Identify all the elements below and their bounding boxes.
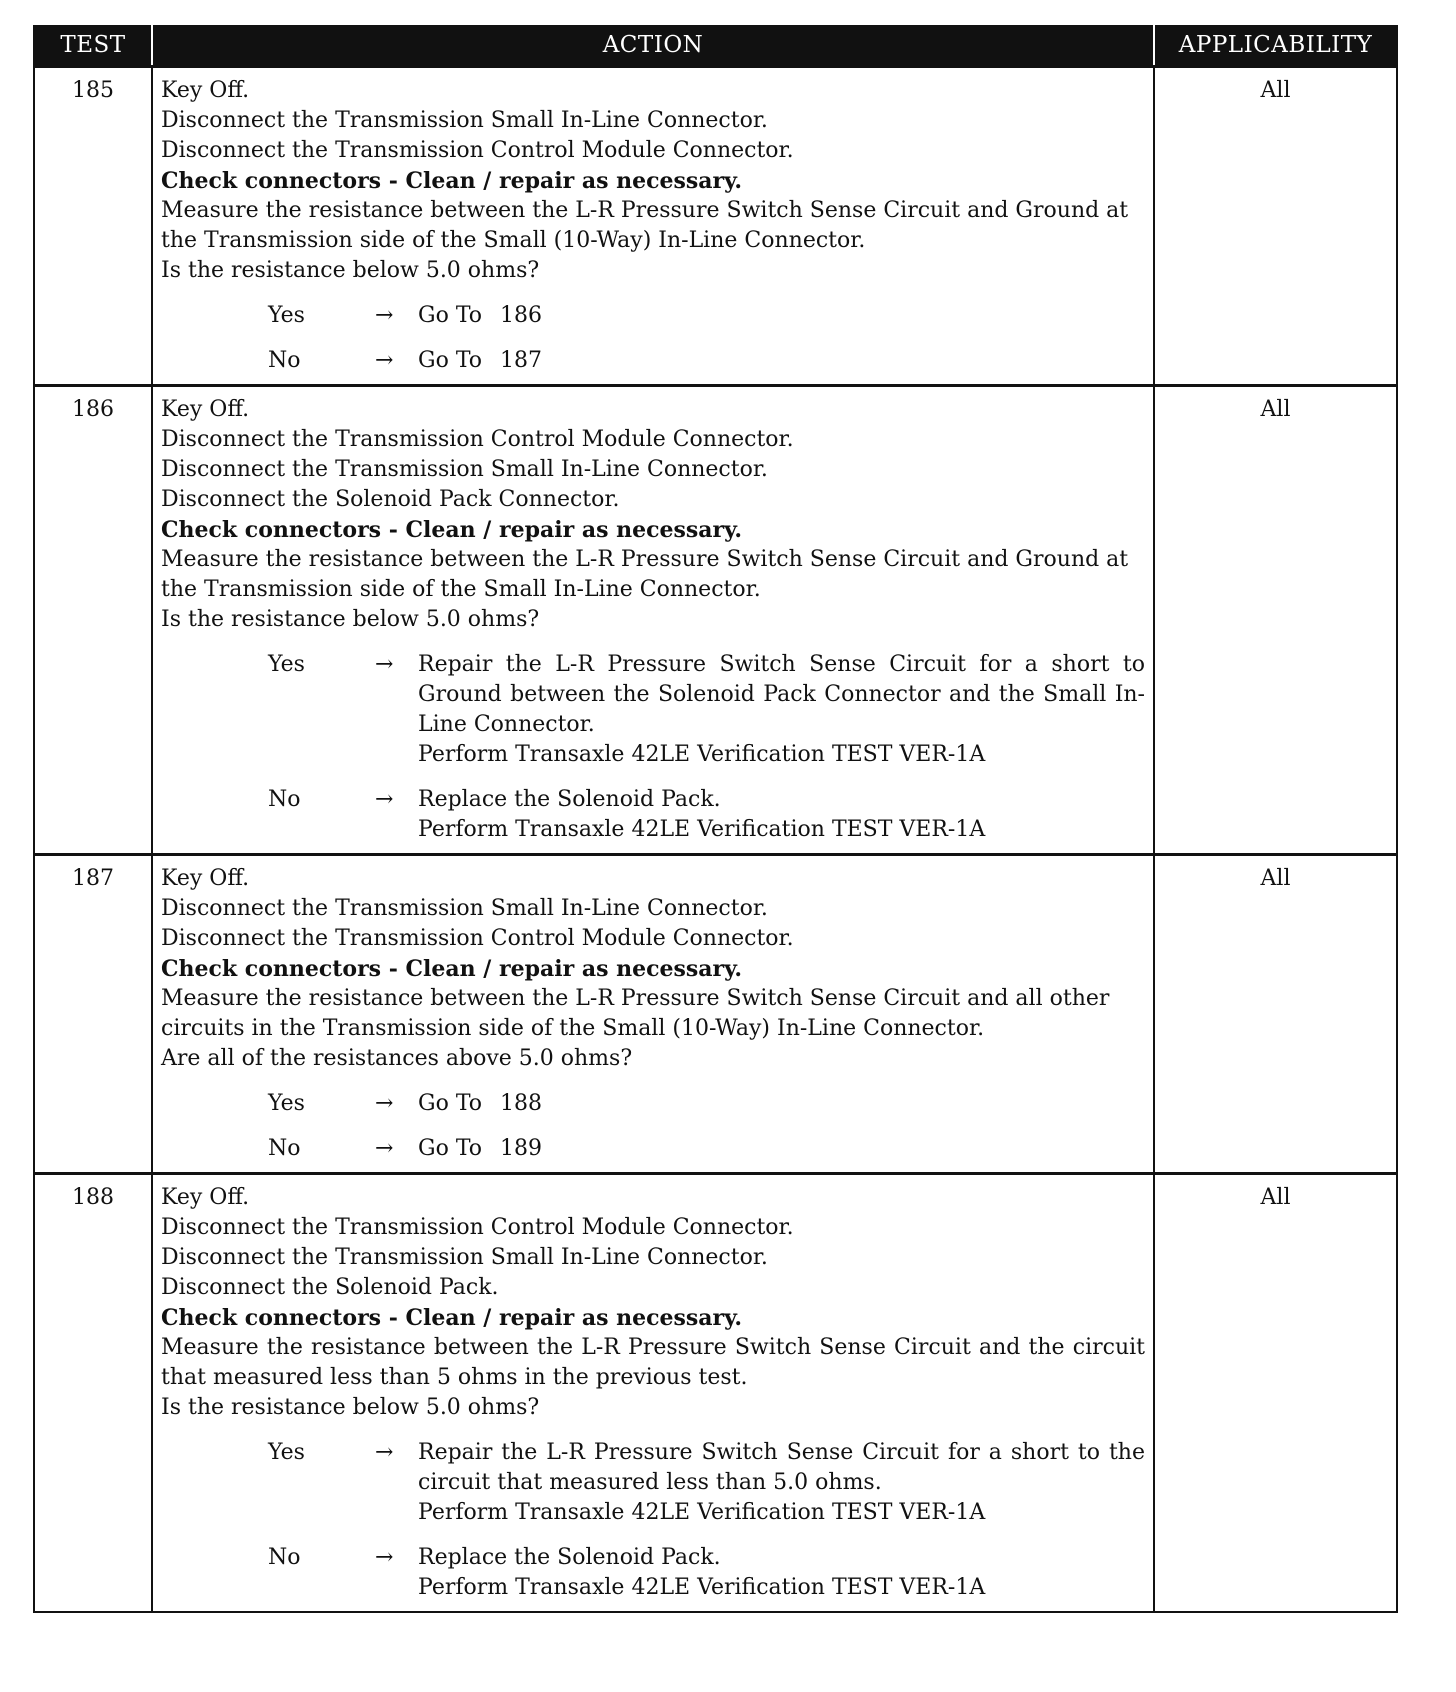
action-step: Disconnect the Transmission Small In-Line Connector. — [161, 457, 768, 482]
outcome-text: Replace the Solenoid Pack. — [418, 787, 721, 812]
yes-label: Yes — [268, 1091, 305, 1116]
action-cell — [152, 67, 1154, 386]
action-question: Is the resistance below 5.0 ohms? — [161, 607, 540, 632]
action-question: Is the resistance below 5.0 ohms? — [161, 258, 540, 283]
outcome-text: Perform Transaxle 42LE Verification TEST VER-1A — [418, 1575, 986, 1600]
action-step: Disconnect the Transmission Small In-Line Connector. — [161, 108, 768, 133]
right-arrow-icon: → — [375, 1440, 394, 1465]
test-number: 185 — [34, 67, 152, 386]
action-step: Disconnect the Solenoid Pack Connector. — [161, 487, 620, 512]
action-step: Disconnect the Transmission Control Module Connector. — [161, 926, 794, 951]
action-step: Disconnect the Transmission Control Module Connector. — [161, 1215, 794, 1240]
no-outcome — [161, 1543, 1145, 1603]
action-step: Disconnect the Transmission Small In-Line Connector. — [161, 1245, 768, 1270]
yes-label: Yes — [268, 303, 305, 328]
test-number: 187 — [34, 855, 152, 1174]
outcome-text: Perform Transaxle 42LE Verification TEST VER-1A — [418, 1500, 986, 1525]
header-action: ACTION — [152, 25, 1154, 67]
applicability-value: All — [1154, 1174, 1397, 1613]
right-arrow-icon: → — [375, 348, 394, 373]
yes-outcome — [161, 301, 1145, 331]
action-step: Measure the resistance between the L-R Pressure Switch Sense Circuit and Ground at the Transmission side of the Small In-Line Connector. — [161, 547, 1129, 602]
no-label: No — [268, 348, 301, 373]
goto-number: 186 — [500, 303, 543, 328]
action-step: Disconnect the Transmission Control Module Connector. — [161, 138, 794, 163]
action-step-emphasis: Check connectors - Clean / repair as necessary. — [161, 956, 743, 982]
action-step: Measure the resistance between the L-R Pressure Switch Sense Circuit and Ground at the Transmission side of the Small (10-Way) In-Line Connector. — [161, 198, 1129, 253]
action-question: Are all of the resistances above 5.0 ohms? — [161, 1046, 633, 1071]
no-outcome — [161, 785, 1145, 845]
table-row — [34, 855, 1397, 1174]
action-step-emphasis: Check connectors - Clean / repair as necessary. — [161, 517, 743, 543]
outcome-text: Replace the Solenoid Pack. — [418, 1545, 721, 1570]
action-cell — [152, 1174, 1154, 1613]
action-cell — [152, 386, 1154, 855]
right-arrow-icon: → — [375, 1545, 394, 1570]
goto-number: 188 — [500, 1091, 543, 1116]
header-test: TEST — [34, 25, 152, 67]
table-row — [34, 386, 1397, 855]
goto-number: 189 — [500, 1136, 543, 1161]
action-step: Disconnect the Transmission Control Module Connector. — [161, 427, 794, 452]
action-step: Disconnect the Transmission Small In-Line Connector. — [161, 896, 768, 921]
diagnostic-test-table — [33, 25, 1398, 1613]
action-cell — [152, 855, 1154, 1174]
action-step: Measure the resistance between the L-R Pressure Switch Sense Circuit and the circuit that measured less than 5 ohms in the previous test. — [161, 1335, 1145, 1390]
yes-outcome — [161, 1438, 1145, 1528]
action-step: Key Off. — [161, 1185, 250, 1210]
applicability-value: All — [1154, 855, 1397, 1174]
applicability-value: All — [1154, 67, 1397, 386]
action-step: Key Off. — [161, 78, 250, 103]
action-step: Key Off. — [161, 397, 250, 422]
goto-label: Go To — [418, 1136, 483, 1161]
yes-label: Yes — [268, 1440, 305, 1465]
yes-outcome — [161, 1089, 1145, 1119]
goto-label: Go To — [418, 1091, 483, 1116]
action-step: Key Off. — [161, 866, 250, 891]
outcome-text: Perform Transaxle 42LE Verification TEST VER-1A — [418, 817, 986, 842]
no-label: No — [268, 787, 301, 812]
table-row — [34, 67, 1397, 386]
no-label: No — [268, 1136, 301, 1161]
outcome-text: Perform Transaxle 42LE Verification TEST VER-1A — [418, 742, 986, 767]
table-row — [34, 1174, 1397, 1613]
right-arrow-icon: → — [375, 1091, 394, 1116]
yes-label: Yes — [268, 652, 305, 677]
goto-number: 187 — [500, 348, 543, 373]
outcome-text: Repair the L-R Pressure Switch Sense Circuit for a short to Ground between the Solenoid Pack Connector and the Small In-Line Connector. — [418, 652, 1145, 737]
goto-label: Go To — [418, 303, 483, 328]
action-question: Is the resistance below 5.0 ohms? — [161, 1395, 540, 1420]
right-arrow-icon: → — [375, 787, 394, 812]
action-step: Disconnect the Solenoid Pack. — [161, 1275, 499, 1300]
goto-label: Go To — [418, 348, 483, 373]
action-step-emphasis: Check connectors - Clean / repair as necessary. — [161, 1305, 743, 1331]
header-applicability: APPLICABILITY — [1154, 25, 1397, 67]
no-outcome — [161, 1134, 1145, 1164]
test-number: 188 — [34, 1174, 152, 1613]
right-arrow-icon: → — [375, 652, 394, 677]
no-label: No — [268, 1545, 301, 1570]
right-arrow-icon: → — [375, 1136, 394, 1161]
yes-outcome — [161, 650, 1145, 770]
applicability-value: All — [1154, 386, 1397, 855]
outcome-text: Repair the L-R Pressure Switch Sense Circuit for a short to the circuit that measured less than 5.0 ohms. — [418, 1440, 1145, 1495]
test-number: 186 — [34, 386, 152, 855]
action-step-emphasis: Check connectors - Clean / repair as necessary. — [161, 168, 743, 194]
right-arrow-icon: → — [375, 303, 394, 328]
no-outcome — [161, 346, 1145, 376]
action-step: Measure the resistance between the L-R Pressure Switch Sense Circuit and all other circuits in the Transmission side of the Small (10-Way) In-Line Connector. — [161, 986, 1110, 1041]
table-header-row — [34, 25, 1397, 67]
